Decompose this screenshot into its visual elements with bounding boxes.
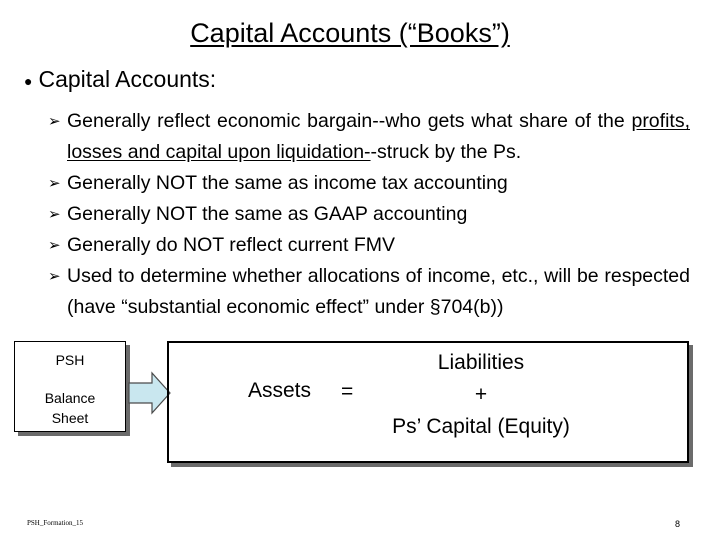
sub-bullet-item [48,168,690,199]
balance-sheet-line-1: Balance [44,390,96,406]
sub-bullet-item [48,199,690,230]
arrowhead-bullet-icon: ➢ [48,113,61,130]
sub-bullet-item [48,230,690,261]
balance-sheet-label [15,388,125,428]
footer-file-label: PSH_Formation_15 [27,519,84,527]
sub-bullet-text: Generally reflect economic bargain--who gets what share of the [67,110,632,132]
accounting-equation-box [167,341,689,463]
main-bullet-colon: : [209,66,217,92]
right-arrow-icon [128,371,172,415]
sub-bullet-item [48,106,690,168]
equals-sign: = [341,380,354,403]
balance-sheet-line-2: Sheet [51,410,89,426]
partners-capital-label: Ps’ Capital (Equity) [392,415,570,438]
sub-bullet-text: Generally NOT the same as GAAP accounting [67,203,468,225]
sub-bullet-text: Generally do NOT reflect current FMV [67,234,395,256]
arrowhead-bullet-icon: ➢ [48,206,61,223]
main-bullet-text: Capital Accounts [38,66,210,92]
main-bullet [24,66,216,93]
assets-label: Assets [248,379,312,402]
bullet-dot-icon: ● [24,72,33,89]
page-number: 8 [675,519,681,529]
sub-bullet-item [48,261,690,323]
arrowhead-bullet-icon: ➢ [48,268,61,285]
sub-bullet-text: Generally NOT the same as income tax accounting [67,172,508,194]
psh-balance-sheet-box [14,341,126,432]
sub-bullet-text: Used to determine whether allocations of income, etc., will be respected (have “substantial economic effect” under §704(b)) [67,265,690,318]
sub-bullet-text-continued: -struck by the Ps. [370,141,522,163]
sub-bullet-list [48,106,690,323]
plus-sign: + [474,383,488,406]
arrowhead-bullet-icon: ➢ [48,175,61,192]
page-title: Capital Accounts (“Books”) [190,18,510,48]
sub-bullet-underlined-text: profits, losses and capital upon liquidation- [67,110,690,163]
liabilities-label: Liabilities [437,351,525,374]
psh-label: PSH [55,352,85,368]
arrowhead-bullet-icon: ➢ [48,237,61,254]
liabilities-capital-stack [365,347,597,443]
